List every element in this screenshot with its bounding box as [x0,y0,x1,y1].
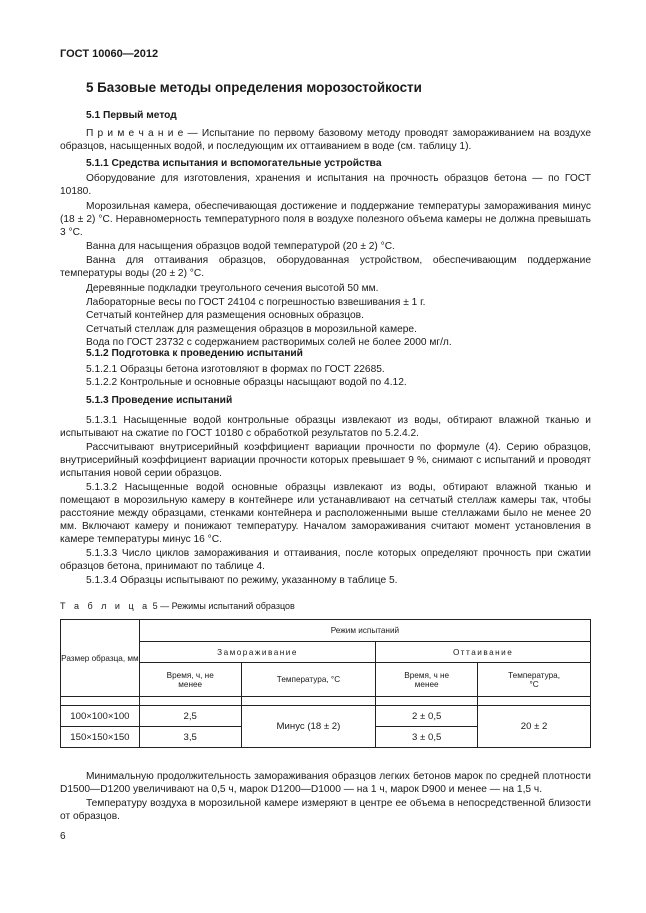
paragraph-container: Сетчатый контейнер для размещения основных образцов. [86,310,364,321]
paragraph-5-1-2-1: 5.1.2.1 Образцы бетона изготовляют в формах по ГОСТ 22685. [86,364,385,375]
header-thaw-temperature: Температура, °С [478,663,591,697]
note-text: — Испытание по первому базовому методу проводят замораживанием на воздухе образцов, насыщенных водой, и последующим их оттаиванием в воде (см. таблицу 1). [60,128,592,152]
page-number: 6 [60,831,66,842]
cell-size: 150×150×150 [61,727,140,748]
cell-thaw-temperature: 20 ± 2 [478,706,591,748]
subsection-5-1-2-title: 5.1.2 Подготовка к проведению испытаний [86,348,303,359]
header-sample-size: Размер образца, мм [61,620,140,697]
paragraph-pads: Деревянные подкладки треугольного сечения высотой 50 мм. [86,283,379,294]
paragraph-variation-coefficient: Рассчитывают внутрисерийный коэффициент вариации прочности по формуле (4). Серию образцов, внутрисерийный коэффициент вариации прочности которых превышает 9 %, снимают с испытаний и проводят испытания новой серии образцов. [60,442,591,479]
cell-thaw-time: 2 ± 0,5 [376,706,478,727]
paragraph-scales: Лабораторные весы по ГОСТ 24104 с погрешностью взвешивания ± 1 г. [86,297,426,308]
cell-size: 100×100×100 [61,706,140,727]
subsection-5-1-3-title: 5.1.3 Проведение испытаний [86,395,233,406]
paragraph-5-1-3-2: 5.1.3.2 Насыщенные водой основные образцы извлекают из воды, обтирают влажной тканью и помещают в морозильную камеру в контейнере или устанавливают на сетчатый стеллаж камеры так, чтобы расстояние между образцами, стенками контейнера и расположенными выше стеллажами было не менее 20 мм. Включают камеру и понижают температуру. Началом замораживания считают момент установления в камере температуры минус 16 °С. [60,482,591,545]
subsection-5-1-title: 5.1 Первый метод [86,110,177,121]
header-freeze-time: Время, ч, не менее [139,663,241,697]
subsection-5-1-1-title: 5.1.1 Средства испытания и вспомогательные устройства [86,158,382,169]
paragraph-5-1-2-2: 5.1.2.2 Контрольные и основные образцы насыщают водой по 4.12. [86,377,407,388]
paragraph-rack: Сетчатый стеллаж для размещения образцов в морозильной камере. [86,324,417,335]
header-thawing: Оттаивание [376,642,591,663]
note-paragraph [60,127,591,153]
paragraph-bath-thawing: Ванна для оттаивания образцов, оборудованная устройством, обеспечивающим поддержание температуры воды (20 ± 2) °С. [60,255,591,279]
table-caption [60,601,295,611]
cell-freeze-temperature: Минус (18 ± 2) [241,706,376,748]
cell-freeze-time: 2,5 [139,706,241,727]
paragraph-freezer: Морозильная камера, обеспечивающая достижение и поддержание температуры замораживания минус (18 ± 2) °С. Неравномерность температурного поля в воздухе полезного объема камеры не должна превышать 3 °С. [60,201,591,238]
test-modes-table [60,619,591,748]
cell-thaw-time: 3 ± 0,5 [376,727,478,748]
paragraph-5-1-3-4: 5.1.3.4 Образцы испытывают по режиму, указанному в таблице 5. [86,575,398,586]
paragraph-5-1-3-1: 5.1.3.1 Насыщенные водой контрольные образцы извлекают из воды, обтирают влажной тканью и испытывают на сжатие по ГОСТ 10180 с обработкой результатов по 5.2.4.2. [60,415,591,439]
section-title: 5 Базовые методы определения морозостойкости [86,80,422,95]
header-freezing: Замораживание [139,642,375,663]
standard-header: ГОСТ 10060—2012 [60,48,159,60]
paragraph-water: Вода по ГОСТ 23732 с содержанием растворимых солей не более 2000 мг/л. [86,337,452,348]
paragraph-min-freezing: Минимальную продолжительность замораживания образцов легких бетонов марок по средней плотности D1500—D1200 увеличивают на 0,5 ч, марок D1200—D1000 — на 1 ч, марок D900 и менее — на 1,5 ч. [60,771,591,795]
header-freeze-temperature: Температура, °С [241,663,376,697]
paragraph-air-temperature: Температуру воздуха в морозильной камере измеряют в центре ее объема в непосредственной близости от образцов. [60,798,591,822]
paragraph-bath-saturation: Ванна для насыщения образцов водой температурой (20 ± 2) °С. [86,241,395,252]
paragraph-equipment: Оборудование для изготовления, хранения и испытания на прочность образцов бетона — по ГОСТ 10180. [60,173,591,197]
note-label: П р и м е ч а н и е [86,128,184,139]
table-row [61,706,591,727]
header-test-mode: Режим испытаний [139,620,590,642]
table-caption-text: 5 — Режимы испытаний образцов [150,601,295,611]
paragraph-5-1-3-3: 5.1.3.3 Число циклов замораживания и оттаивания, после которых определяют прочность при сжатии образцов бетона, принимают по таблице 4. [60,548,591,572]
header-thaw-time: Время, ч не менее [376,663,478,697]
cell-freeze-time: 3,5 [139,727,241,748]
table-label: Т а б л и ц а [60,601,151,611]
